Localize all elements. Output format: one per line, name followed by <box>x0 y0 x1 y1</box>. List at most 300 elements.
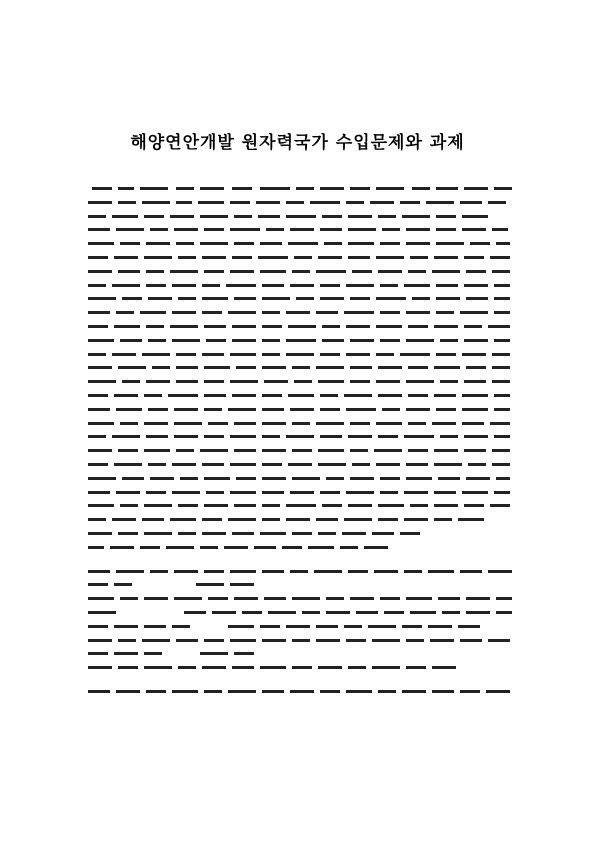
illegible-word <box>466 366 486 369</box>
illegible-word <box>172 463 196 466</box>
illegible-word <box>346 408 376 411</box>
illegible-word <box>204 435 224 438</box>
illegible-word <box>378 270 402 273</box>
illegible-word <box>460 570 482 573</box>
illegible-word <box>262 449 286 452</box>
illegible-word <box>174 570 198 573</box>
illegible-word <box>492 353 510 356</box>
illegible-word <box>230 380 258 383</box>
illegible-word <box>460 639 482 642</box>
illegible-word <box>228 518 256 521</box>
illegible-word <box>410 504 428 507</box>
text-line <box>88 335 512 349</box>
illegible-word <box>144 449 170 452</box>
text-line <box>88 459 512 473</box>
illegible-word <box>202 256 226 259</box>
illegible-word <box>316 625 338 628</box>
illegible-word <box>316 366 344 369</box>
illegible-word <box>146 242 170 245</box>
illegible-word <box>440 380 458 383</box>
illegible-word <box>144 256 172 259</box>
illegible-word <box>490 256 510 259</box>
illegible-word <box>406 242 430 245</box>
illegible-word <box>382 408 400 411</box>
illegible-word <box>406 228 430 231</box>
illegible-word <box>144 504 172 507</box>
illegible-word <box>408 366 428 369</box>
illegible-word <box>408 270 426 273</box>
illegible-word <box>230 583 254 586</box>
illegible-word <box>146 284 166 287</box>
illegible-word <box>408 422 426 425</box>
illegible-word <box>232 532 254 535</box>
illegible-word <box>318 449 344 452</box>
illegible-word <box>492 380 510 383</box>
text-line <box>88 224 512 238</box>
illegible-word <box>88 242 114 245</box>
text-line <box>88 445 512 459</box>
illegible-word <box>88 256 108 259</box>
text-line <box>88 252 512 266</box>
text-line <box>88 293 512 307</box>
illegible-word <box>262 422 286 425</box>
illegible-word <box>176 353 196 356</box>
illegible-word <box>116 491 140 494</box>
illegible-word <box>116 311 134 314</box>
illegible-word <box>178 297 196 300</box>
illegible-word <box>174 408 198 411</box>
text-line <box>88 376 512 390</box>
illegible-word <box>262 311 280 314</box>
illegible-word <box>316 422 344 425</box>
illegible-word <box>118 532 138 535</box>
illegible-word <box>320 491 340 494</box>
illegible-word <box>464 504 484 507</box>
illegible-word <box>176 380 198 383</box>
illegible-word <box>460 690 480 693</box>
illegible-word <box>232 666 254 669</box>
illegible-word <box>380 242 400 245</box>
illegible-word <box>466 297 488 300</box>
text-line <box>88 431 512 445</box>
illegible-word <box>316 639 340 642</box>
illegible-word <box>486 690 510 693</box>
illegible-word <box>204 325 226 328</box>
illegible-word <box>178 666 196 669</box>
illegible-word <box>376 256 404 259</box>
illegible-word <box>428 625 452 628</box>
illegible-word <box>464 449 486 452</box>
illegible-word <box>178 504 198 507</box>
illegible-word <box>318 666 342 669</box>
illegible-word <box>376 297 406 300</box>
illegible-word <box>88 666 112 669</box>
illegible-word <box>230 201 250 204</box>
illegible-word <box>288 463 312 466</box>
illegible-word <box>144 666 172 669</box>
illegible-word <box>226 284 256 287</box>
illegible-word <box>88 270 112 273</box>
illegible-word <box>114 583 132 586</box>
illegible-word <box>378 504 404 507</box>
illegible-word <box>204 366 230 369</box>
illegible-word <box>494 297 510 300</box>
paragraph <box>88 542 512 556</box>
illegible-word <box>118 201 136 204</box>
illegible-word <box>286 625 310 628</box>
illegible-word <box>380 597 400 600</box>
illegible-word <box>208 597 228 600</box>
illegible-word <box>88 228 110 231</box>
illegible-word <box>410 256 428 259</box>
illegible-word <box>140 187 168 190</box>
illegible-word <box>326 477 344 480</box>
illegible-word <box>88 570 110 573</box>
paragraph <box>88 676 512 686</box>
illegible-word <box>172 491 200 494</box>
illegible-word <box>88 518 106 521</box>
illegible-word <box>88 639 112 642</box>
illegible-word <box>88 532 112 535</box>
illegible-word <box>286 339 316 342</box>
illegible-word <box>494 311 510 314</box>
illegible-word <box>262 353 280 356</box>
illegible-word <box>494 339 510 342</box>
illegible-word <box>434 463 462 466</box>
illegible-word <box>380 477 400 480</box>
illegible-word <box>176 187 194 190</box>
illegible-word <box>460 311 488 314</box>
illegible-word <box>202 353 224 356</box>
illegible-word <box>232 394 256 397</box>
illegible-word <box>346 353 370 356</box>
illegible-word <box>262 284 284 287</box>
illegible-word <box>346 639 366 642</box>
illegible-word <box>88 311 110 314</box>
text-line <box>88 280 512 294</box>
illegible-word <box>308 546 334 549</box>
illegible-word <box>116 690 140 693</box>
illegible-word <box>88 339 114 342</box>
text-line <box>88 542 512 556</box>
illegible-word <box>494 491 510 494</box>
illegible-word <box>344 625 362 628</box>
illegible-word <box>258 256 288 259</box>
illegible-word <box>292 366 310 369</box>
illegible-word <box>120 339 142 342</box>
illegible-word <box>320 297 344 300</box>
illegible-word <box>322 339 344 342</box>
illegible-word <box>204 570 224 573</box>
illegible-word <box>88 353 106 356</box>
illegible-word <box>412 187 430 190</box>
illegible-word <box>282 546 302 549</box>
illegible-word <box>318 256 342 259</box>
illegible-word <box>122 380 140 383</box>
illegible-word <box>288 394 314 397</box>
paragraph <box>88 556 512 566</box>
illegible-word <box>260 187 290 190</box>
illegible-word <box>260 270 286 273</box>
illegible-word <box>114 463 142 466</box>
illegible-word <box>88 504 114 507</box>
illegible-word <box>88 449 112 452</box>
illegible-word <box>118 366 146 369</box>
illegible-word <box>406 597 432 600</box>
illegible-word <box>440 435 458 438</box>
illegible-word <box>286 435 314 438</box>
illegible-word <box>434 449 458 452</box>
illegible-word <box>172 625 190 628</box>
illegible-word <box>346 491 374 494</box>
illegible-word <box>310 201 340 204</box>
illegible-word <box>152 366 170 369</box>
illegible-word <box>316 311 338 314</box>
illegible-word <box>296 297 314 300</box>
illegible-word <box>322 504 342 507</box>
illegible-word <box>88 491 110 494</box>
illegible-word <box>466 477 490 480</box>
illegible-word <box>234 597 258 600</box>
illegible-word <box>176 242 194 245</box>
illegible-word <box>302 611 320 614</box>
illegible-word <box>352 270 372 273</box>
illegible-word <box>464 380 486 383</box>
illegible-word <box>200 546 218 549</box>
text-line <box>88 418 512 432</box>
illegible-word <box>462 228 486 231</box>
illegible-word <box>88 366 112 369</box>
illegible-word <box>322 215 342 218</box>
illegible-word <box>148 297 172 300</box>
illegible-word <box>260 532 286 535</box>
illegible-word <box>178 532 196 535</box>
illegible-word <box>236 477 256 480</box>
text-line <box>88 566 512 580</box>
illegible-word <box>406 463 428 466</box>
illegible-word <box>232 256 252 259</box>
illegible-word <box>234 449 256 452</box>
illegible-word <box>290 284 314 287</box>
illegible-word <box>462 353 486 356</box>
illegible-word <box>118 666 138 669</box>
illegible-word <box>376 187 404 190</box>
illegible-word <box>148 408 168 411</box>
illegible-word <box>494 187 512 190</box>
illegible-word <box>174 228 198 231</box>
text-line <box>88 621 512 635</box>
document-title: 해양연안개발 원자력국가 수입문제와 과제 <box>130 133 465 153</box>
illegible-word <box>346 325 370 328</box>
illegible-word <box>286 504 316 507</box>
illegible-word <box>316 518 338 521</box>
illegible-word <box>440 339 458 342</box>
illegible-word <box>348 666 366 669</box>
illegible-word <box>202 284 220 287</box>
illegible-word <box>406 477 432 480</box>
illegible-word <box>490 422 510 425</box>
illegible-word <box>412 297 430 300</box>
illegible-word <box>92 187 112 190</box>
illegible-word <box>116 408 142 411</box>
illegible-word <box>434 491 456 494</box>
illegible-word <box>116 570 144 573</box>
text-line <box>88 197 512 211</box>
illegible-word <box>348 504 372 507</box>
illegible-word <box>176 366 198 369</box>
illegible-word <box>442 611 460 614</box>
illegible-word <box>290 408 314 411</box>
illegible-word <box>292 270 310 273</box>
illegible-word <box>228 690 256 693</box>
text-line <box>88 662 512 676</box>
illegible-word <box>148 463 166 466</box>
illegible-word <box>88 583 108 586</box>
illegible-word <box>88 325 108 328</box>
illegible-word <box>224 546 248 549</box>
blank-line <box>88 676 512 686</box>
illegible-word <box>350 187 370 190</box>
illegible-word <box>464 256 484 259</box>
illegible-word <box>234 422 256 425</box>
illegible-word <box>492 366 510 369</box>
illegible-word <box>406 311 430 314</box>
illegible-word <box>286 518 310 521</box>
illegible-word <box>200 242 228 245</box>
document-body <box>88 183 512 700</box>
illegible-word <box>490 504 510 507</box>
illegible-word <box>404 570 422 573</box>
illegible-word <box>236 366 256 369</box>
illegible-word <box>382 228 400 231</box>
illegible-word <box>146 491 166 494</box>
illegible-word <box>230 463 256 466</box>
illegible-word <box>290 570 308 573</box>
illegible-word <box>204 228 224 231</box>
text-line <box>88 307 512 321</box>
illegible-word <box>204 380 224 383</box>
illegible-word <box>434 394 456 397</box>
illegible-word <box>432 666 456 669</box>
illegible-word <box>348 228 376 231</box>
illegible-word <box>344 518 372 521</box>
illegible-word <box>228 408 256 411</box>
illegible-word <box>292 666 312 669</box>
illegible-word <box>376 380 400 383</box>
illegible-word <box>434 256 458 259</box>
illegible-word <box>406 380 434 383</box>
illegible-word <box>140 311 166 314</box>
illegible-word <box>346 690 372 693</box>
illegible-word <box>260 666 286 669</box>
illegible-word <box>258 215 280 218</box>
illegible-word <box>88 435 106 438</box>
text-line <box>88 607 512 621</box>
illegible-word <box>292 532 312 535</box>
illegible-word <box>150 570 168 573</box>
illegible-word <box>172 284 196 287</box>
illegible-word <box>262 325 282 328</box>
illegible-word <box>462 422 484 425</box>
illegible-word <box>368 625 396 628</box>
illegible-word <box>112 435 140 438</box>
illegible-word <box>176 201 192 204</box>
illegible-word <box>142 201 170 204</box>
illegible-word <box>462 215 488 218</box>
text-line <box>88 593 512 607</box>
illegible-word <box>434 504 458 507</box>
illegible-word <box>496 597 512 600</box>
illegible-word <box>204 270 224 273</box>
illegible-word <box>262 690 284 693</box>
illegible-word <box>88 297 116 300</box>
text-line <box>88 362 512 376</box>
illegible-word <box>148 339 166 342</box>
illegible-word <box>372 666 400 669</box>
illegible-word <box>120 597 138 600</box>
paragraph <box>88 593 512 676</box>
illegible-word <box>494 284 510 287</box>
illegible-word <box>88 284 106 287</box>
text-line <box>88 686 512 700</box>
illegible-word <box>376 353 394 356</box>
illegible-word <box>230 228 260 231</box>
illegible-word <box>378 518 398 521</box>
illegible-word <box>286 215 316 218</box>
text-line <box>88 473 512 487</box>
illegible-word <box>434 325 458 328</box>
illegible-word <box>432 422 456 425</box>
illegible-word <box>114 394 138 397</box>
illegible-word <box>118 639 136 642</box>
illegible-word <box>434 366 460 369</box>
illegible-word <box>172 690 198 693</box>
illegible-word <box>242 611 262 614</box>
illegible-word <box>436 284 458 287</box>
illegible-word <box>112 215 138 218</box>
illegible-word <box>292 422 310 425</box>
illegible-word <box>458 625 480 628</box>
illegible-word <box>88 597 114 600</box>
illegible-word <box>350 380 370 383</box>
illegible-word <box>204 408 222 411</box>
illegible-word <box>144 652 162 655</box>
illegible-word <box>202 463 224 466</box>
illegible-word <box>406 408 430 411</box>
illegible-word <box>264 597 286 600</box>
illegible-word <box>292 449 312 452</box>
illegible-word <box>380 491 398 494</box>
illegible-word <box>150 228 168 231</box>
illegible-word <box>116 228 144 231</box>
illegible-word <box>404 284 430 287</box>
illegible-word <box>114 256 138 259</box>
illegible-word <box>436 187 458 190</box>
illegible-word <box>178 256 196 259</box>
illegible-word <box>408 325 428 328</box>
illegible-word <box>402 625 422 628</box>
illegible-word <box>400 353 430 356</box>
illegible-word <box>88 394 108 397</box>
illegible-word <box>320 284 340 287</box>
illegible-word <box>262 491 284 494</box>
illegible-word <box>262 339 280 342</box>
illegible-word <box>140 546 160 549</box>
illegible-word <box>290 491 314 494</box>
illegible-word <box>180 477 198 480</box>
illegible-word <box>230 570 256 573</box>
illegible-word <box>438 477 460 480</box>
